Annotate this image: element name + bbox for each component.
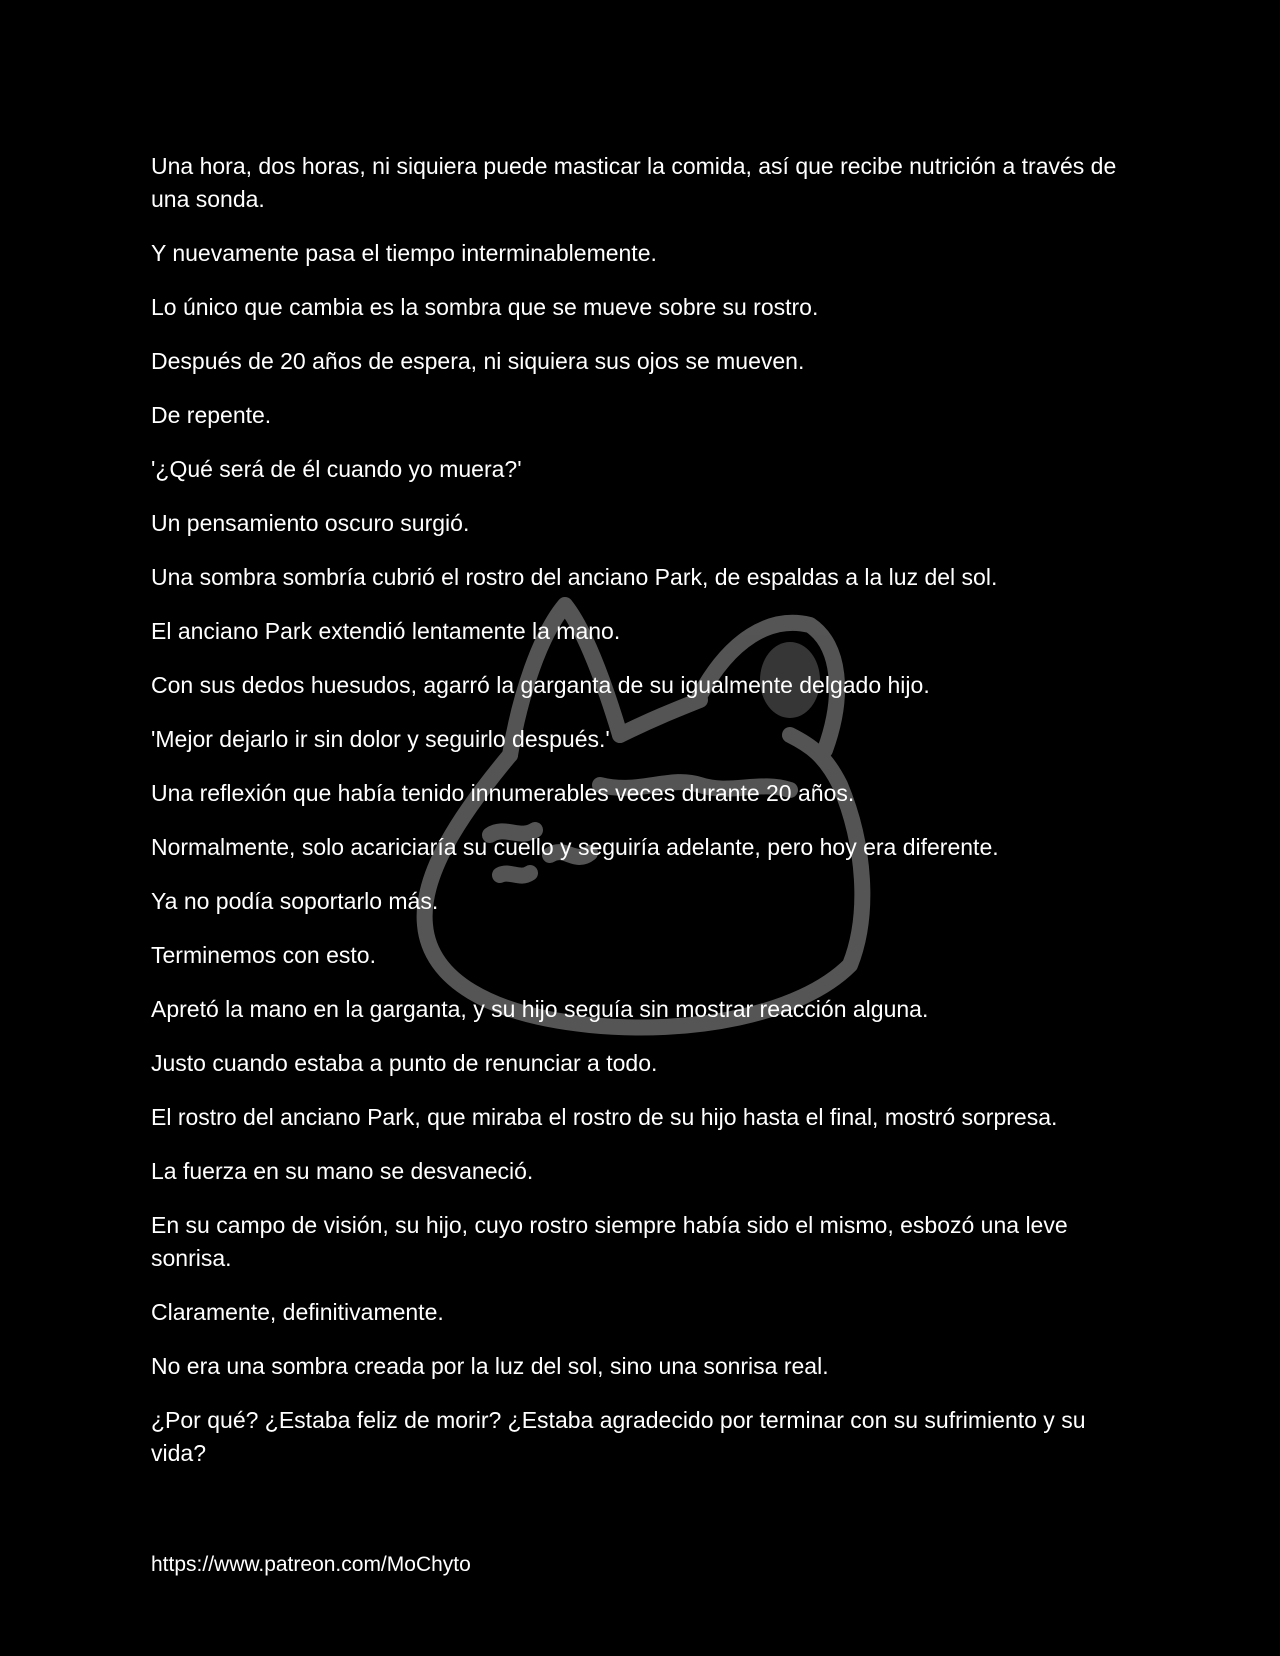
paragraph: Después de 20 años de espera, ni siquiera sus ojos se mueven. (151, 348, 805, 374)
paragraph: No era una sombra creada por la luz del sol, sino una sonrisa real. (151, 1353, 829, 1379)
paragraph: Normalmente, solo acariciaría su cuello y seguiría adelante, pero hoy era diferente. (151, 834, 999, 860)
paragraph: Apretó la mano en la garganta, y su hijo seguía sin mostrar reacción alguna. (151, 996, 929, 1022)
paragraph: En su campo de visión, su hijo, cuyo rostro siempre había sido el mismo, esbozó una leve sonrisa. (151, 1212, 1068, 1271)
paragraph: Justo cuando estaba a punto de renunciar a todo. (151, 1050, 658, 1076)
patreon-link[interactable]: https://www.patreon.com/MoChyto (151, 1553, 471, 1576)
paragraph: Un pensamiento oscuro surgió. (151, 510, 470, 536)
paragraph: El anciano Park extendió lentamente la mano. (151, 618, 621, 644)
paragraph: El rostro del anciano Park, que miraba el rostro de su hijo hasta el final, mostró sorpresa. (151, 1104, 1058, 1130)
paragraph: Lo único que cambia es la sombra que se mueve sobre su rostro. (151, 294, 819, 320)
paragraph: De repente. (151, 402, 272, 428)
paragraph: Terminemos con esto. (151, 942, 376, 968)
paragraph: '¿Qué será de él cuando yo muera?' (151, 456, 522, 482)
paragraph: Claramente, definitivamente. (151, 1299, 444, 1325)
page-content (151, 150, 1141, 1491)
paragraph: Una hora, dos horas, ni siquiera puede masticar la comida, así que recibe nutrición a través de una sonda. (151, 153, 1117, 212)
paragraph: ¿Por qué? ¿Estaba feliz de morir? ¿Estaba agradecido por terminar con su sufrimiento y su vida? (151, 1407, 1086, 1466)
paragraph: La fuerza en su mano se desvaneció. (151, 1158, 534, 1184)
paragraph: 'Mejor dejarlo ir sin dolor y seguirlo después.' (151, 726, 610, 752)
paragraph: Y nuevamente pasa el tiempo interminablemente. (151, 240, 657, 266)
paragraph: Una reflexión que había tenido innumerables veces durante 20 años. (151, 780, 855, 806)
paragraph: Con sus dedos huesudos, agarró la garganta de su igualmente delgado hijo. (151, 672, 930, 698)
paragraph: Una sombra sombría cubrió el rostro del anciano Park, de espaldas a la luz del sol. (151, 564, 998, 590)
paragraph: Ya no podía soportarlo más. (151, 888, 439, 914)
